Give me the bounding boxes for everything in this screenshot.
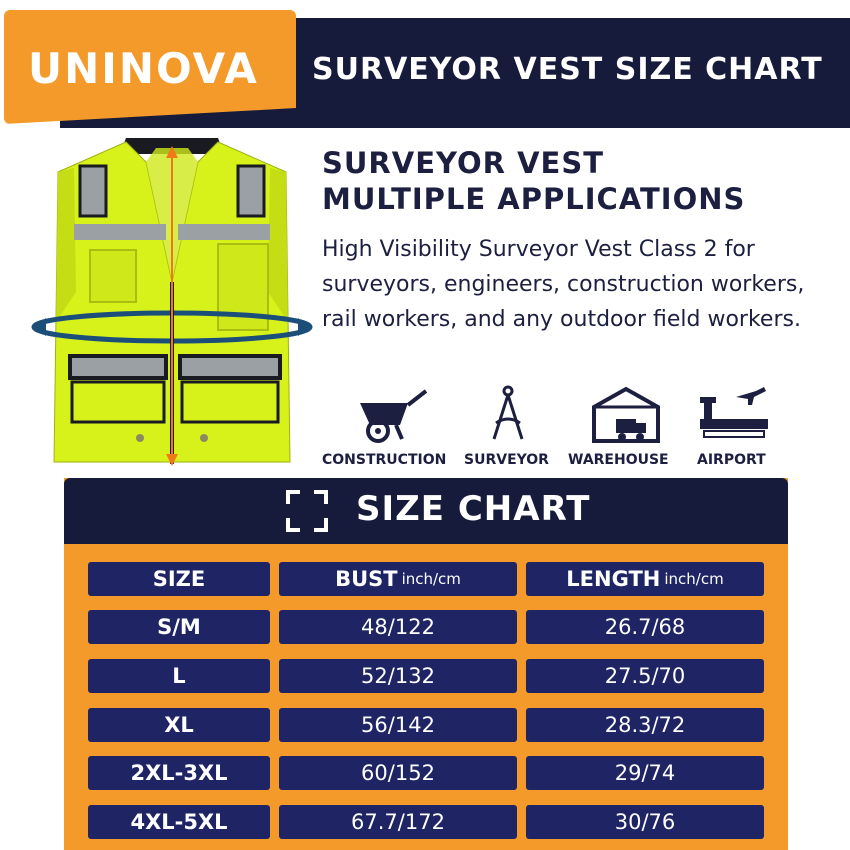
column-header-size-label: SIZE [152,567,206,591]
brand-logo: UNINOVA [28,44,259,93]
warehouse-truck-icon [586,385,666,445]
table-row-bust: 60/152 [279,756,517,790]
column-header-length [526,562,764,596]
column-header-length-unit: inch/cm [664,570,724,588]
measure-bracket-icon [286,490,328,532]
column-header-bust [279,562,517,596]
applications-heading-line1: SURVEYOR VEST [322,146,604,180]
table-row-bust: 52/132 [279,659,517,693]
applications-heading-line2: MULTIPLE APPLICATIONS [322,182,746,216]
table-row-size: L [88,659,270,693]
application-label-surveyor: SURVEYOR [464,452,549,468]
product-description: High Visibility Surveyor Vest Class 2 for surveyors, engineers, construction workers, rail workers, and any outdoor field workers. [322,237,805,332]
application-label-airport: AIRPORT [697,452,766,468]
page-title: SURVEYOR VEST SIZE CHART [312,52,823,87]
column-header-length-label: LENGTH [566,567,661,591]
column-header-bust-label: BUST [335,567,398,591]
table-row-length: 28.3/72 [526,708,764,742]
table-row-size: XL [88,708,270,742]
table-row-length: 30/76 [526,805,764,839]
table-row-bust: 67.7/172 [279,805,517,839]
table-row-size: S/M [88,610,270,644]
application-label-construction: CONSTRUCTION [322,452,447,468]
table-row-length: 29/74 [526,756,764,790]
wheelbarrow-icon [352,385,432,445]
column-header-size [88,562,270,596]
table-row-bust: 48/122 [279,610,517,644]
table-row-length: 26.7/68 [526,610,764,644]
table-row-size: 4XL-5XL [88,805,270,839]
table-row-bust: 56/142 [279,708,517,742]
column-header-bust-unit: inch/cm [401,570,461,588]
airport-icon [696,385,776,445]
compass-icon [468,385,548,445]
application-label-warehouse: WAREHOUSE [568,452,669,468]
applications-heading [322,145,745,217]
size-chart-title: SIZE CHART [356,489,591,529]
table-row-length: 27.5/70 [526,659,764,693]
table-row-size: 2XL-3XL [88,756,270,790]
vest-illustration [28,132,316,472]
